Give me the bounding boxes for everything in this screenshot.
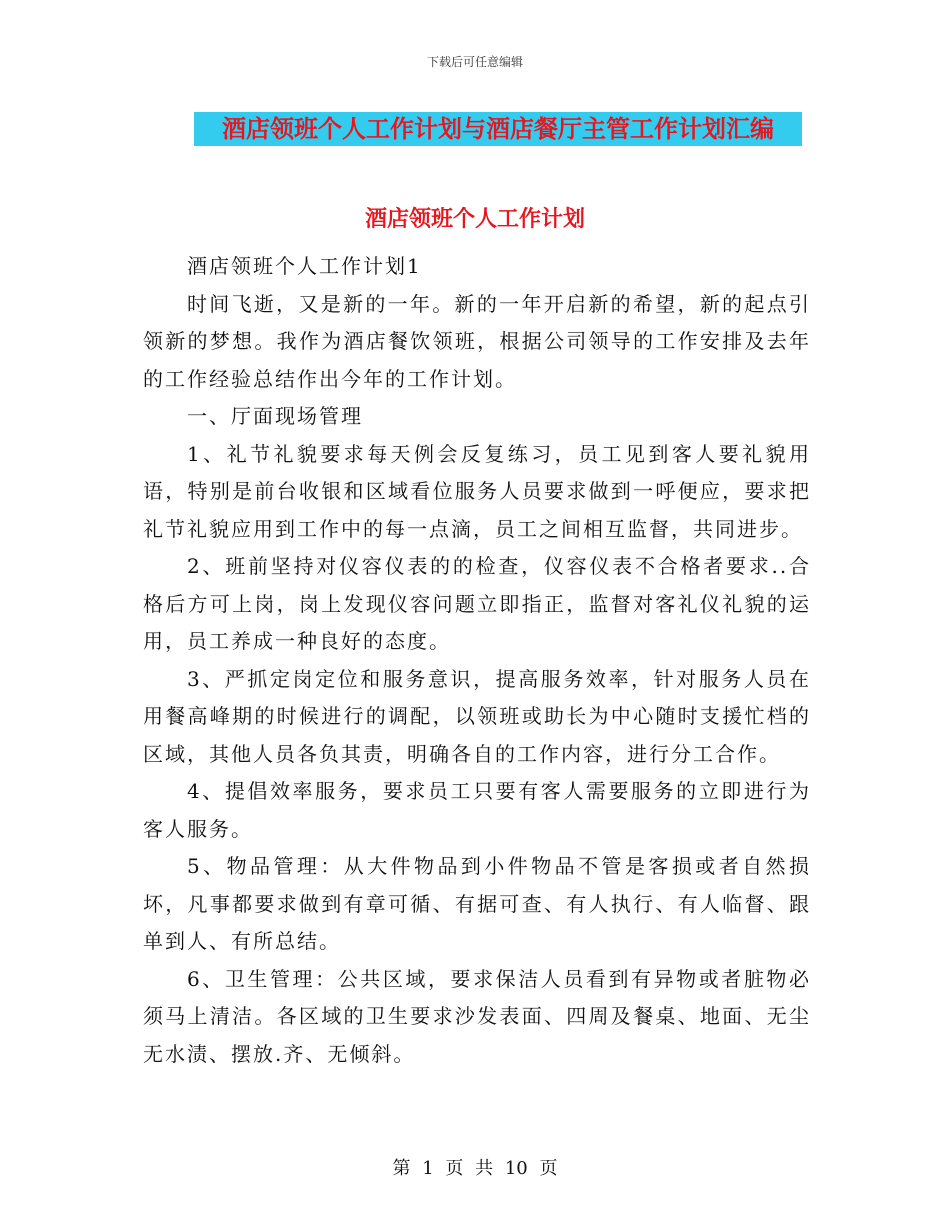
- paragraph-item-6: 6、卫生管理：公共区域，要求保洁人员看到有异物或者脏物必须马上清洁。各区域的卫生要求沙发表面、四周及餐桌、地面、无尘无水渍、摆放.齐、无倾斜。: [143, 966, 811, 1066]
- paragraph-item-1: 1、礼节礼貌要求每天例会反复练习，员工见到客人要礼貌用语，特别是前台收银和区域看位服务人员要求做到一呼便应，要求把礼节礼貌应用到工作中的每一点滴，员工之间相互监督，共同进步。: [143, 441, 811, 541]
- main-title-highlight: [194, 112, 802, 146]
- document-body: [143, 248, 811, 1073]
- paragraph-item-4: 4、提倡效率服务，要求员工只要有客人需要服务的立即进行为客人服务。: [143, 779, 811, 841]
- header-note: 下载后可任意编辑: [426, 55, 523, 69]
- paragraph-item-3: 3、严抓定岗定位和服务意识，提高服务效率，针对服务人员在用餐高峰期的时候进行的调配，以领班或助长为中心随时支援忙档的区域，其他人员各负其责，明确各自的工作内容，进行分工合作。: [143, 666, 811, 766]
- paragraph-item-5: 5、物品管理：从大件物品到小件物品不管是客损或者自然损坏，凡事都要求做到有章可循、有据可查、有人执行、有人临督、跟单到人、有所总结。: [143, 854, 811, 953]
- paragraph-intro: 时间飞逝，又是新的一年。新的一年开启新的希望，新的起点引领新的梦想。我作为酒店餐饮领班，根据公司领导的工作安排及去年的工作经验总结作出今年的工作计划。: [143, 291, 811, 391]
- main-title: 酒店领班个人工作计划与酒店餐厅主管工作计划汇编: [222, 114, 774, 143]
- page-number-footer: 第 1 页 共 10 页: [392, 1158, 558, 1179]
- section-title: 酒店领班个人工作计划: [364, 206, 585, 232]
- paragraph-heading-floor-management: 一、厅面现场管理: [187, 404, 363, 428]
- paragraph-item-2: 2、班前坚持对仪容仪表的的检查，仪容仪表不合格者要求..合格后方可上岗，岗上发现仪容问题立即指正，监督对客礼仪礼貌的运用，员工养成一种良好的态度。: [143, 554, 811, 653]
- paragraph-subtitle: 酒店领班个人工作计划1: [187, 254, 422, 278]
